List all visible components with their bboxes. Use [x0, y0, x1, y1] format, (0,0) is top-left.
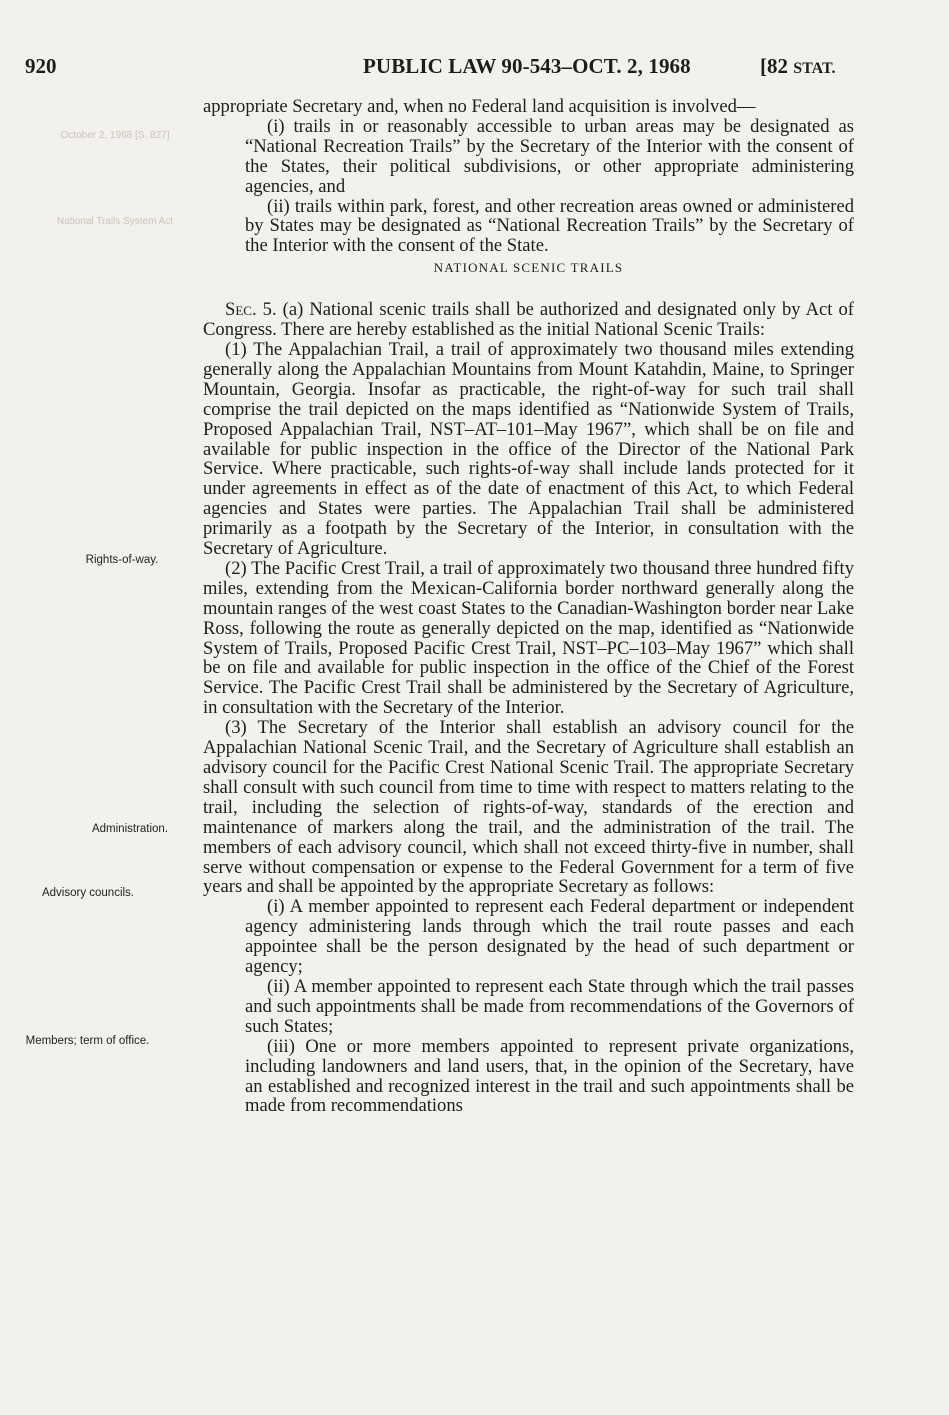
bleed-through-note: National Trails System Act [56, 216, 174, 227]
body-text [203, 97, 854, 1116]
bleed-through-note: October 2, 1968 [S. 827] [60, 130, 170, 141]
page-title: PUBLIC LAW 90-543–OCT. 2, 1968 [363, 54, 691, 78]
stat-label: STAT. [793, 60, 836, 77]
paragraph-item-ii: (ii) trails within park, forest, and other recreation areas owned or administered by States may be designated as “National Recreation Trails” by the Secretary of the Interior with the consent of the State. [245, 195, 854, 257]
margin-note-administration: Administration. [91, 823, 169, 835]
paragraph-sec5a [203, 300, 854, 340]
page-header [0, 54, 949, 84]
paragraph-intro: appropriate Secretary and, when no Federal land acquisition is involved— [203, 96, 756, 117]
margin-note-advisory-councils: Advisory councils. [41, 887, 135, 899]
sec5a-text: (a) National scenic trails shall be authorized and designated only by Act of Congress. There are hereby established as the initial National Scenic Trails: [203, 299, 855, 341]
paragraph-3: (3) The Secretary of the Interior shall establish an advisory council for the Appalachian National Scenic Trail, and the Secretary of Agriculture shall establish an advisory council for the Pacific Crest National Scenic Trail. The appropriate Secretary shall consult with such council from time to time with respect to matters relating to the trail, including the selection of rights-of-way, standards of the erection and maintenance of markers along the trail, and the administration of the trail. The members of each advisory council, which shall not exceed thirty-five in number, shall serve without compensation or expense to the Federal Government for a term of five years and shall be appointed by the appropriate Secretary as follows: [203, 717, 854, 898]
section-label: Sec. 5. [225, 299, 277, 321]
paragraph-2: (2) The Pacific Crest Trail, a trail of approximately two thousand three hundred fifty miles, extending from the Mexican-California border northward generally along the mountain ranges of the west coast States to the Canadian-Washington border near Lake Ross, following the route as generally depicted on the map, identified as “Nationwide System of Trails, Proposed Pacific Crest Trail, NST–PC–103–May 1967” which shall be on file and available for public inspection in the office of the Chief of the Forest Service. The Pacific Crest Trail shall be administered by the Secretary of Agriculture, in consultation with the Secretary of the Interior. [203, 557, 854, 719]
paragraph-sub-iii: (iii) One or more members appointed to represent private organizations, including landowners and land users, that, in the opinion of the Secretary, have an established and recognized interest in the trail and such appointments shall be made from recommendations [245, 1035, 854, 1117]
paragraph-sub-i: (i) A member appointed to represent each Federal department or independent agency administering lands through which the trail route passes and each appointee shall be the person designated by the head of such department or agency; [245, 896, 854, 978]
paragraph-1: (1) The Appalachian Trail, a trail of approximately two thousand miles extending generally along the Appalachian Mountains from Mount Katahdin, Maine, to Springer Mountain, Georgia. Insofar as practicable, the right-of-way for such trail shall comprise the trail depicted on the maps identified as “Nationwide System of Trails, Proposed Appalachian Trail, NST–AT–101–May 1967”, which shall be on file and available for public inspection in the office of the Director of the National Park Service. Where practicable, such rights-of-way shall include lands protected for it under agreements in effect as of the date of enactment of this Act, to which Federal agencies and States were parties. The Appalachian Trail shall be administered primarily as a footpath by the Secretary of the Interior, in consultation with the Secretary of Agriculture. [203, 338, 854, 560]
paragraph-item-i: (i) trails in or reasonably accessible to urban areas may be designated as “National Recreation Trails” by the Secretary of the Interior with the consent of the States, their political subdivisions, or other appropriate administering agencies, and [245, 115, 854, 197]
paragraph-sub-ii: (ii) A member appointed to represent each State through which the trail passes and such appointments shall be made from recommendations of the Governors of such States; [245, 975, 854, 1037]
statute-citation [760, 54, 835, 79]
page-number: 920 [25, 54, 57, 78]
margin-note-rights-of-way: Rights-of-way. [85, 554, 159, 566]
stat-bracket: [82 [760, 54, 788, 78]
margin-note-members-term: Members; term of office. [25, 1035, 150, 1047]
section-heading: NATIONAL SCENIC TRAILS [433, 260, 624, 276]
